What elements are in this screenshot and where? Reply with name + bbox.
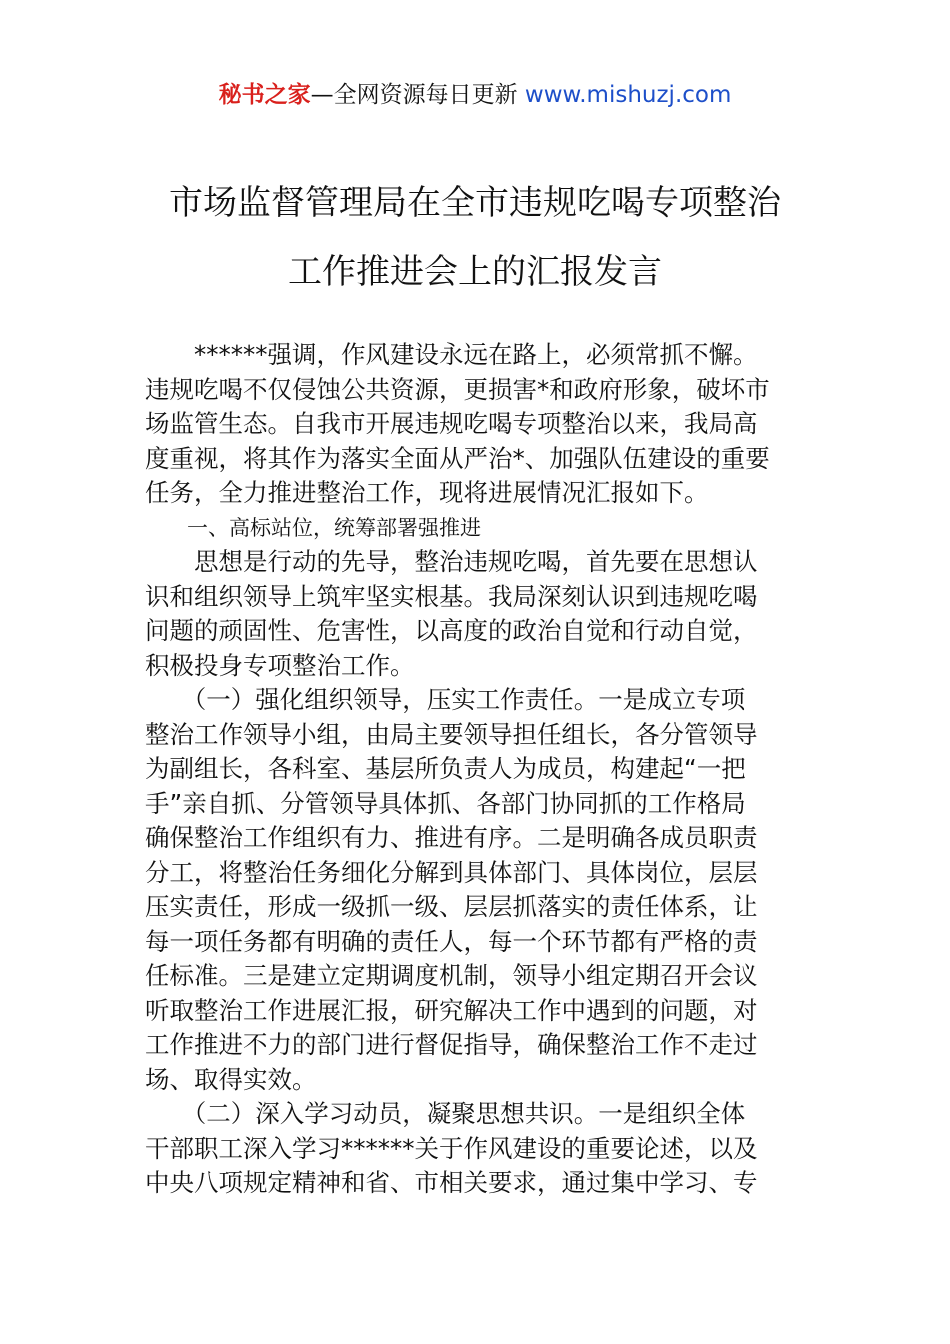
body-line: 每一项任务都有明确的责任人，每一个环节都有严格的责	[145, 926, 758, 956]
body-line: 思想是行动的先导，整治违规吃喝，首先要在思想认	[145, 547, 758, 576]
header-slogan: —全网资源每日更新	[310, 82, 518, 108]
site-header	[0, 78, 950, 112]
document-body	[145, 338, 805, 1201]
body-line: 场监管生态。自我市开展违规吃喝专项整治以来，我局高	[145, 409, 758, 438]
brand-name: 秘书之家	[218, 82, 311, 108]
body-line: 为副组长，各科室、基层所负责人为成员，构建起“一把	[145, 754, 746, 783]
body-line: 任务，全力推进整治工作，现将进展情况汇报如下。	[145, 478, 709, 507]
body-line: 听取整治工作进展汇报，研究解决工作中遇到的问题，对	[145, 995, 758, 1025]
body-line: 积极投身专项整治工作。	[145, 650, 415, 680]
body-line: 识和组织领导上筑牢坚实根基。我局深刻认识到违规吃喝	[145, 581, 758, 611]
document-title-line-1: 市场监督管理局在全市违规吃喝专项整治	[169, 183, 781, 223]
body-line: 压实责任，形成一级抓一级、层层抓落实的责任体系，让	[145, 892, 758, 921]
body-line: 中央八项规定精神和省、市相关要求，通过集中学习、专	[145, 1168, 758, 1197]
body-line: 干部职工深入学习******关于作风建设的重要论述，以及	[145, 1133, 758, 1163]
body-line: 确保整治工作组织有力、推进有序。二是明确各成员职责	[145, 823, 758, 852]
body-line: 手”亲自抓、分管领导具体抓、各部门协同抓的工作格局	[145, 788, 746, 818]
body-line: 问题的顽固性、危害性，以高度的政治自觉和行动自觉，	[145, 616, 758, 645]
body-line: 分工，将整治任务细化分解到具体部门、具体岗位，层层	[145, 857, 758, 887]
body-line: 场、取得实效。	[145, 1064, 317, 1094]
section-heading-1: 一、高标站位，统筹部署强推进	[145, 515, 481, 540]
body-line: 工作推进不力的部门进行督促指导，确保整治工作不走过	[145, 1030, 758, 1059]
body-line: 违规吃喝不仅侵蚀公共资源，更损害*和政府形象，破坏市	[145, 374, 770, 404]
body-line: 整治工作领导小组，由局主要领导担任组长，各分管领导	[145, 719, 758, 749]
body-line: （二）深入学习动员，凝聚思想共识。一是组织全体	[145, 1099, 746, 1128]
body-line: 度重视，将其作为落实全面从严治*、加强队伍建设的重要	[145, 443, 770, 473]
header-url-link[interactable]: www.mishuzj.com	[524, 82, 732, 108]
body-line: 任标准。三是建立定期调度机制，领导小组定期召开会议	[145, 961, 758, 990]
body-line: （一）强化组织领导，压实工作责任。一是成立专项	[145, 685, 746, 714]
body-line: ******强调，作风建设永远在路上，必须常抓不懈。	[145, 340, 758, 369]
document-title-line-2: 工作推进会上的汇报发言	[288, 252, 662, 292]
